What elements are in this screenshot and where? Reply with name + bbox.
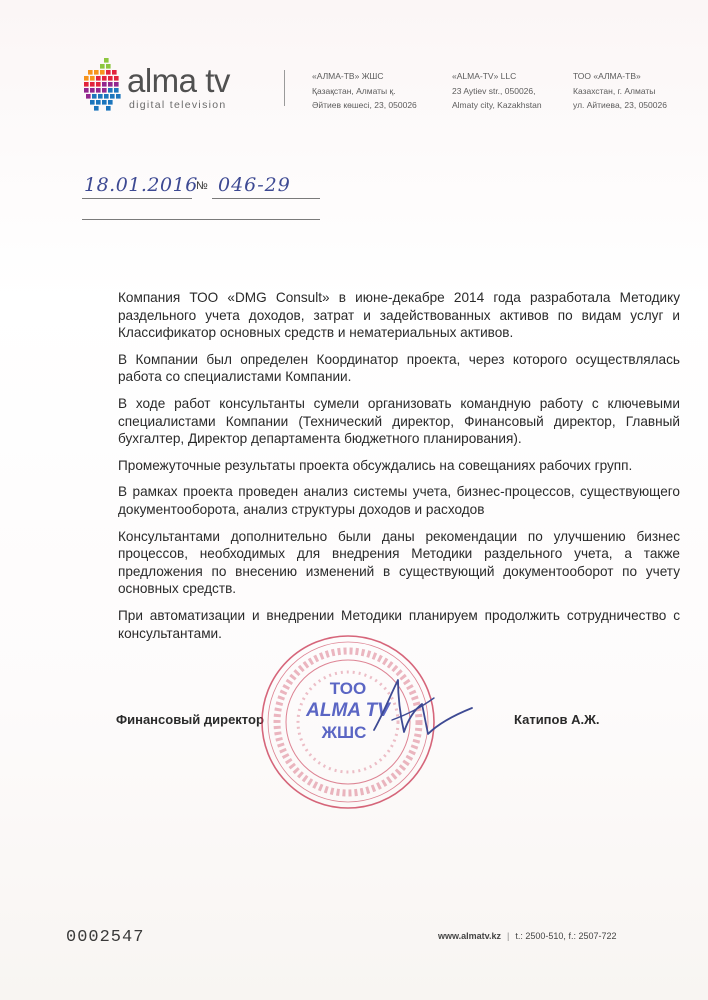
logo-pixel <box>108 100 113 105</box>
logo-pixel <box>100 70 105 75</box>
address-line: «АЛМА-ТВ» ЖШС <box>312 71 384 81</box>
footer-contacts <box>438 931 616 941</box>
stamp-line: ТОО <box>329 679 367 698</box>
logo-pixel <box>102 82 107 87</box>
logo-pixel <box>96 76 101 81</box>
logo-pixel <box>90 88 95 93</box>
logo-pixel <box>100 64 105 69</box>
handwritten-signature <box>368 672 478 748</box>
address-kz <box>312 69 417 113</box>
footer-separator: | <box>507 931 510 941</box>
logo-pixel <box>108 76 113 81</box>
logo-pixel <box>96 82 101 87</box>
logo-pixel <box>106 64 111 69</box>
logo-pixel <box>112 70 117 75</box>
logo-pixel <box>108 88 113 93</box>
logo-pixel <box>110 94 115 99</box>
letter-body <box>118 289 680 651</box>
logo-pixel <box>114 76 119 81</box>
logo-tagline: digital television <box>129 99 227 111</box>
stamp-line: ALMA TV <box>306 700 390 721</box>
logo-pixel <box>98 94 103 99</box>
logo-pixel <box>102 100 107 105</box>
address-line: Казахстан, г. Алматы <box>573 85 656 96</box>
logo-pixel <box>92 94 97 99</box>
address-line: ул. Айтиева, 23, 050026 <box>573 100 667 111</box>
address-line: Almaty city, Kazakhstan <box>452 100 542 111</box>
alma-tv-logo <box>84 58 259 116</box>
logo-pixel <box>94 106 99 111</box>
logo-pixel <box>114 82 119 87</box>
logo-pixel <box>96 88 101 93</box>
apple-pixel-icon <box>84 58 124 116</box>
footer-fax: f.: 2507-722 <box>568 931 617 941</box>
footer-website: www.almatv.kz <box>438 931 502 941</box>
address-en <box>452 69 542 113</box>
outgoing-number: 046-29 <box>218 174 291 196</box>
signatory-position: Финансовый директор <box>116 712 264 727</box>
body-paragraph: Промежуточные результаты проекта обсуждались на совещаниях рабочих групп. <box>118 457 633 473</box>
footer-phone: t.: 2500-510, <box>515 931 566 941</box>
body-paragraph: В Компании был определен Координатор проекта, через которого осуществлялась работа со специалистами Компании. <box>118 351 680 385</box>
logo-pixel <box>84 82 89 87</box>
logo-pixel <box>90 76 95 81</box>
logo-pixel <box>96 100 101 105</box>
logo-pixel <box>102 88 107 93</box>
logo-pixel <box>102 76 107 81</box>
document-serial-number: 0002547 <box>66 928 145 947</box>
logo-pixel <box>116 94 121 99</box>
logo-pixel <box>108 82 113 87</box>
number-underline <box>212 198 320 199</box>
header-divider <box>284 70 285 106</box>
logo-pixel <box>94 70 99 75</box>
address-line: Әйтиев көшесі, 23, 050026 <box>312 100 417 111</box>
logo-pixel <box>104 94 109 99</box>
body-paragraph: В ходе работ консультанты сумели организовать командную работу с ключевыми специалистами Компании (Технический директор, Финансовый директор, Главный бухгалтер, Директор департамента бюджетного планирования). <box>118 395 680 447</box>
address-line: ТОО «АЛМА-ТВ» <box>573 71 641 81</box>
logo-pixel <box>86 94 91 99</box>
body-paragraph: В рамках проекта проведен анализ системы учета, бизнес-процессов, существующего документооборота, анализ структуры доходов и расходов <box>118 484 680 517</box>
number-sign: № <box>196 180 208 192</box>
outgoing-date: 18.01.2016 <box>84 174 198 196</box>
logo-pixel <box>104 58 109 63</box>
logo-pixel <box>106 106 111 111</box>
logo-pixel <box>114 88 119 93</box>
logo-pixel <box>106 70 111 75</box>
logo-pixel <box>88 70 93 75</box>
signatory-name: Катипов А.Ж. <box>514 712 600 727</box>
date-underline <box>82 198 192 199</box>
blank-reference-line <box>82 219 320 220</box>
logo-pixel <box>90 100 95 105</box>
logo-pixel <box>84 76 89 81</box>
body-paragraph: При автоматизации и внедрении Методики планируем продолжить сотрудничество с консультантами. <box>118 607 680 641</box>
body-paragraph: Компания ТОО «DMG Consult» в июне-декабре 2014 года разработала Методику раздельного учета доходов, затрат и задействованных активов по видам услуг и Классификатор основных средств и нематериальных активов. <box>118 290 680 341</box>
address-line: 23 Aytiev str., 050026, <box>452 85 536 96</box>
address-ru <box>573 69 667 113</box>
body-paragraph: Консультантами дополнительно были даны рекомендации по улучшению бизнес процессов, необходимых для внедрения Методики раздельного учета, а также предложения по внесению изменений в существующий документооборот по учету основных средств. <box>118 528 680 597</box>
address-line: «ALMA-TV» LLC <box>452 71 517 81</box>
address-line: Қазақстан, Алматы қ. <box>312 85 396 96</box>
logo-pixel <box>90 82 95 87</box>
logo-name: alma tv <box>127 62 230 99</box>
logo-pixel <box>84 88 89 93</box>
stamp-line: ЖШС <box>321 723 367 742</box>
